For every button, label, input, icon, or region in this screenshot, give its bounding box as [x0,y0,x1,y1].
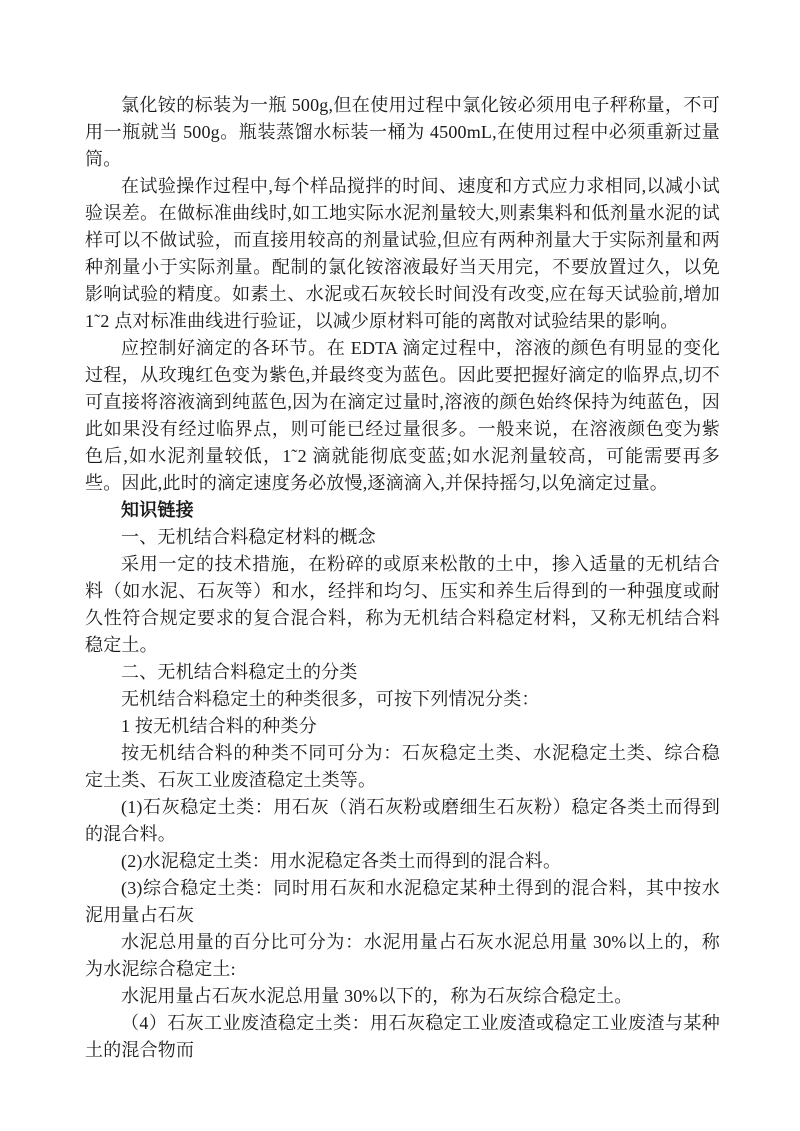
knowledge-item-comprehensive-stabilized: (3)综合稳定土类：同时用石灰和水泥稳定某种土得到的混合料，其中按水泥用量占石灰 [85,878,720,925]
intro-paragraph-test-operation: 在试验操作过程中,每个样品搅拌的时间、速度和方式应力求相同,以减小试验误差。在做标准曲线时,如工地实际水泥剂量较大,则素集料和低剂量水泥的试样可以不做试验，而直接用较高的剂量试验,但应有两种剂量大于实际剂量和两种剂量小于实际剂量。配制的氯化铵溶液最好当天用完，不要放置过久，以免影响试验的精度。如素土、水泥或石灰较长时间没有改变,应在每天试验前,增加 1˜2 点对标准曲线进行验证，以减少原材料可能的离散对试验结果的影响。 [85,176,720,331]
knowledge-paragraph-classification-intro: 无机结合料稳定土的种类很多，可按下列情况分类： [121,689,540,709]
knowledge-link-heading: 知识链接 [121,500,194,520]
knowledge-subheading-concept: 一、无机结合料稳定材料的概念 [121,527,376,547]
intro-paragraph-ammonium-chloride: 氯化铵的标装为一瓶 500g,但在使用过程中氯化铵必须用电子秤称量，不可用一瓶就当 500g。瓶装蒸馏水标装一桶为 4500mL,在使用过程中必须重新过量筒。 [85,95,720,169]
knowledge-item-lime-industrial-waste: （4）石灰工业废渣稳定土类：用石灰稳定工业废渣或稳定工业废渣与某种土的混合物而 [85,1013,720,1060]
intro-paragraph-edta-titration: 应控制好滴定的各环节。在 EDTA 滴定过程中，溶液的颜色有明显的变化过程，从玫瑰红色变为紫色,并最终变为蓝色。因此要把握好滴定的临界点,切不可直接将溶液滴到纯蓝色,因为在滴定过量时,溶液的颜色始终保持为纯蓝色，因此如果没有经过临界点，则可能已经过量很多。一般来说，在溶液颜色变为紫色后,如水泥剂量较低，1˜2 滴就能彻底变蓝;如水泥剂量较高，可能需要再多些。因此,此时的滴定速度务必放慢,逐滴滴入,并保持摇匀,以免滴定过量。 [85,338,720,493]
knowledge-item-cement-stabilized: (2)水泥稳定土类：用水泥稳定各类土而得到的混合料。 [121,851,562,871]
knowledge-paragraph-definition: 采用一定的技术措施，在粉碎的或原来松散的土中，掺入适量的无机结合料（如水泥、石灰等）和水，经拌和均匀、压实和养生后得到的一种强度或耐久性符合规定要求的复合混合料，称为无机结合料稳定材料，又称无机结合料稳定土。 [85,554,720,655]
knowledge-item-lime-stabilized: (1)石灰稳定土类：用石灰（消石灰粉或磨细生石灰粉）稳定各类土而得到的混合料。 [85,797,720,844]
knowledge-subheading-by-binder-type: 1 按无机结合料的种类分 [121,716,317,736]
knowledge-subheading-classification: 二、无机结合料稳定土的分类 [121,662,358,682]
knowledge-paragraph-cement-ratio-below30: 水泥用量占石灰水泥总用量 30%以下的，称为石灰综合稳定土。 [121,986,633,1006]
knowledge-paragraph-cement-ratio-above30: 水泥总用量的百分比可分为：水泥用量占石灰水泥总用量 30%以上的，称为水泥综合稳定土: [85,932,720,979]
knowledge-paragraph-binder-types: 按无机结合料的种类不同可分为：石灰稳定土类、水泥稳定土类、综合稳定土类、石灰工业废渣稳定土类等。 [85,743,720,790]
